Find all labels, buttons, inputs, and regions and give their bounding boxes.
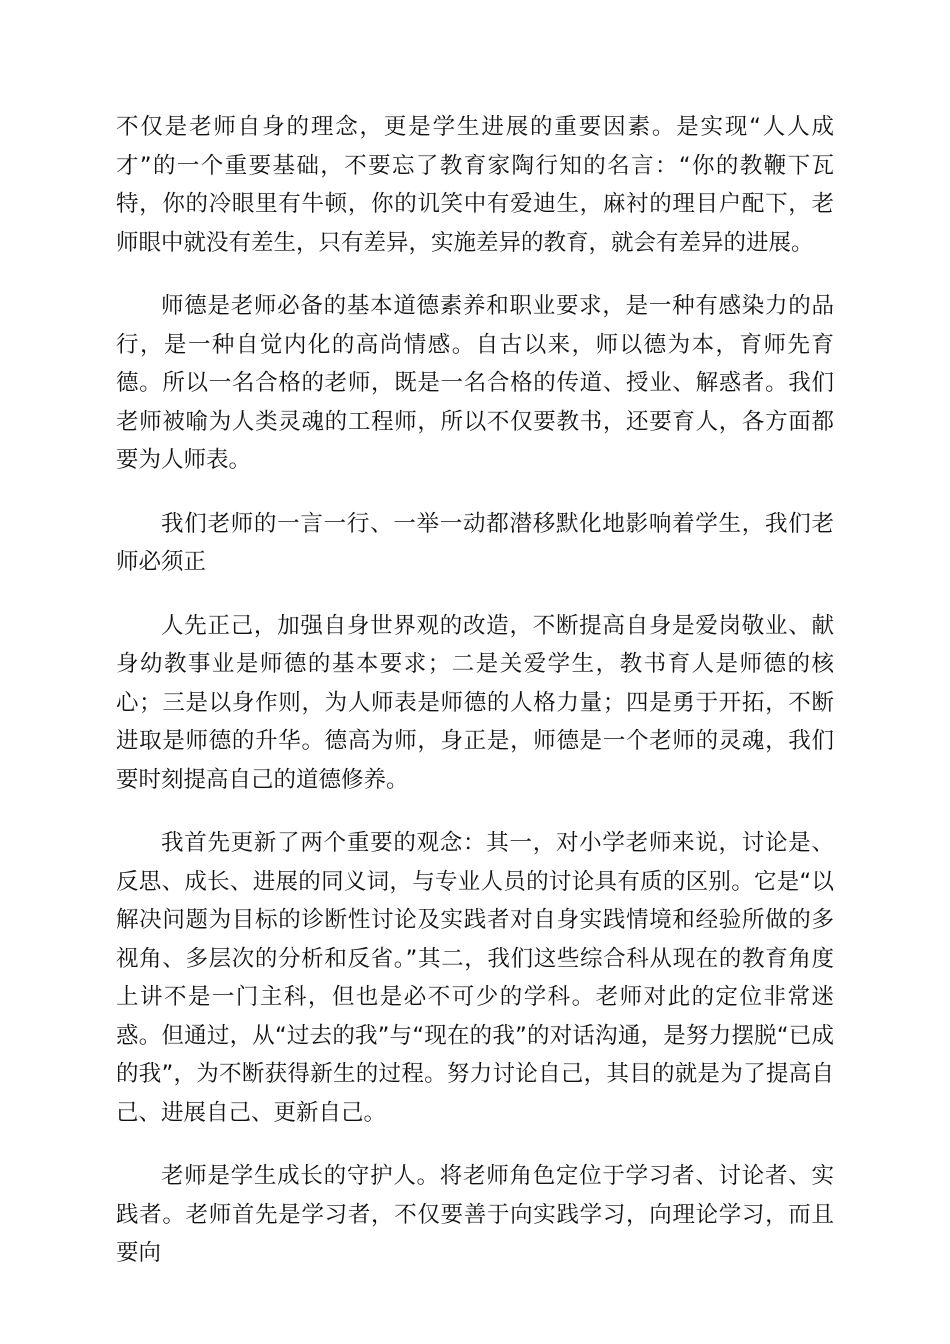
document-body bbox=[116, 108, 834, 1298]
paragraph-4: 人先正己，加强自身世界观的改造，不断提高自身是爱岗敬业、献身幼教事业是师德的基本要求；二是关爱学生，教书育人是师德的核心；三是以身作则，为人师表是师德的人格力量；四是勇于开拓，不断进取是师德的升华。德高为师，身正是，师德是一个老师的灵魂，我们要时刻提高自己的道德修养。 bbox=[116, 612, 834, 793]
paragraph-1: 不仅是老师自身的理念，更是学生进展的重要因素。是实现“人人成才”的一个重要基础，不要忘了教育家陶行知的名言：“你的教鞭下瓦特，你的冷眼里有牛顿，你的讥笑中有爱迪生，麻衬的理目户配下，老师眼中就没有差生，只有差异，实施差异的教育，就会有差异的进展。 bbox=[116, 114, 834, 256]
paragraph-2: 师德是老师必备的基本道德素养和职业要求，是一种有感染力的品行，是一种自觉内化的高尚情感。自古以来，师以德为本，育师先育德。所以一名合格的老师，既是一名合格的传道、授业、解惑者。我们老师被喻为人类灵魂的工程师，所以不仅要教书，还要育人，各方面都要为人师表。 bbox=[116, 293, 834, 473]
paragraph-3: 我们老师的一言一行、一举一动都潜移默化地影响着学生，我们老师必须正 bbox=[116, 510, 834, 575]
paragraph-6: 老师是学生成长的守护人。将老师角色定位于学习者、讨论者、实践者。老师首先是学习者，不仅要善于向实践学习，向理论学习，而且要向 bbox=[116, 1163, 834, 1266]
paragraph-5: 我首先更新了两个重要的观念：其一，对小学老师来说，讨论是、反思、成长、进展的同义词，与专业人员的讨论具有质的区别。它是“以解决问题为目标的诊断性讨论及实践者对自身实践情境和经验所做的多视角、多层次的分析和反省。”其二，我们这些综合科从现在的教育角度上讲不是一门主科，但也是必不可少的学科。老师对此的定位非常迷惑。但通过，从“过去的我”与“现在的我”的对话沟通，是努力摆脱“已成的我”，为不断获得新生的过程。努力讨论自己，其目的就是为了提高自己、进展自己、更新自己。 bbox=[116, 830, 834, 1126]
